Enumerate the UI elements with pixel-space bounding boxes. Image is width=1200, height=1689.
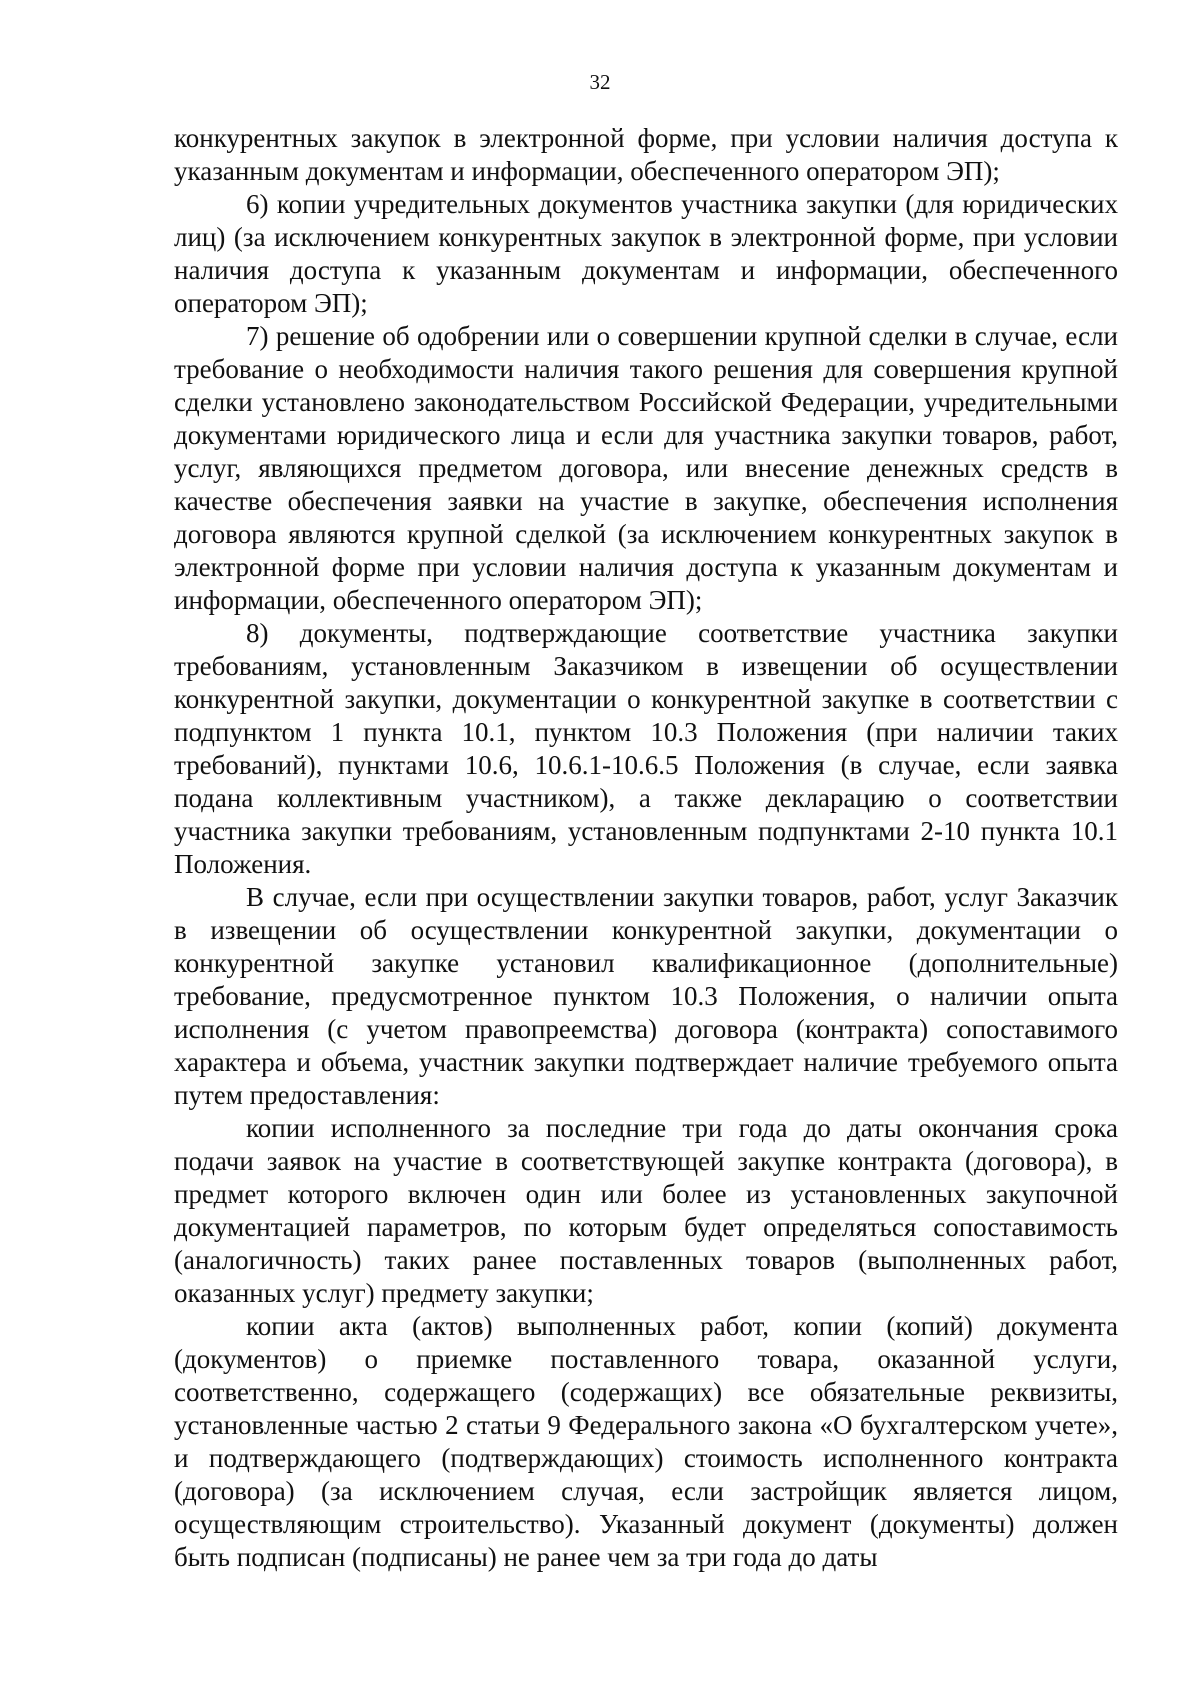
paragraph-item-7: 7) решение об одобрении или о совершении крупной сделки в случае, если требование о необходимости наличия такого решения для совершения крупной сделки установлено законодательством Российской Федерации, учредительными документами юридического лица и если для участника закупки товаров, работ, услуг, являющихся предметом договора, или внесение денежных средств в качестве обеспечения заявки на участие в закупке, обеспечения исполнения договора являются крупной сделкой (за исключением конкурентных закупок в электронной форме при условии наличия доступа к указанным документам и информации, обеспеченного оператором ЭП); (174, 321, 1118, 615)
document-body (174, 122, 1118, 1574)
paragraph-contract-copies: копии исполненного за последние три года до даты окончания срока подачи заявок на участие в соответствующей закупке контракта (договора), в предмет которого включен один или более из установленных закупочной документацией параметров, по которым будет определяться сопоставимость (аналогичность) таких ранее поставленных товаров (выполненных работ, оказанных услуг) предмету закупки; (174, 1113, 1118, 1308)
paragraph-experience-requirement: В случае, если при осуществлении закупки товаров, работ, услуг Заказчик в извещении об осуществлении конкурентной закупки, документации о конкурентной закупке установил квалификационное (дополнительные) требование, предусмотренное пунктом 10.3 Положения, о наличии опыта исполнения (с учетом правопреемства) договора (контракта) сопоставимого характера и объема, участник закупки подтверждает наличие требуемого опыта путем предоставления: (174, 882, 1118, 1110)
paragraph-item-6: 6) копии учредительных документов участника закупки (для юридических лиц) (за исключением конкурентных закупок в электронной форме, при условии наличия доступа к указанным документам и информации, обеспеченного оператором ЭП); (174, 189, 1118, 318)
paragraph-item-8: 8) документы, подтверждающие соответствие участника закупки требованиям, установленным Заказчиком в извещении об осуществлении конкурентной закупки, документации о конкурентной закупке в соответствии с подпунктом 1 пункта 10.1, пунктом 10.3 Положения (при наличии таких требований), пунктами 10.6, 10.6.1-10.6.5 Положения (в случае, если заявка подана коллективным участником), а также декларацию о соответствии участника закупки требованиям, установленным подпунктами 2-10 пункта 10.1 Положения. (174, 618, 1118, 879)
page-number: 32 (589, 70, 611, 94)
paragraph-act-copies: копии акта (актов) выполненных работ, копии (копий) документа (документов) о приемке поставленного товара, оказанной услуги, соответственно, содержащего (содержащих) все обязательные реквизиты, установленные частью 2 статьи 9 Федерального закона «О бухгалтерском учете», и подтверждающего (подтверждающих) стоимость исполненного контракта (договора) (за исключением случая, если застройщик является лицом, осуществляющим строительство). Указанный документ (документы) должен быть подписан (подписаны) не ранее чем за три года до даты (174, 1311, 1118, 1572)
paragraph-continuation: конкурентных закупок в электронной форме, при условии наличия доступа к указанным документам и информации, обеспеченного оператором ЭП); (174, 123, 1118, 186)
